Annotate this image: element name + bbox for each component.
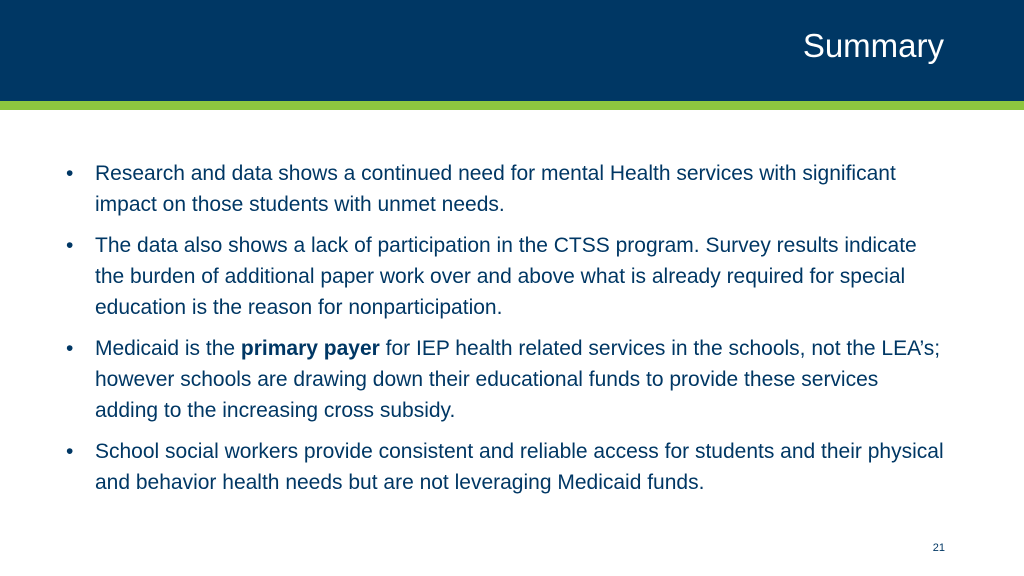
bullet-text-before: Medicaid is the bbox=[95, 337, 241, 360]
bullet-item bbox=[66, 436, 946, 498]
bullet-icon: • bbox=[66, 234, 74, 257]
accent-stripe bbox=[0, 101, 1024, 110]
bullet-icon: • bbox=[66, 162, 74, 185]
bullet-item bbox=[66, 333, 946, 426]
page-number: 21 bbox=[932, 542, 945, 554]
bullet-item bbox=[66, 158, 946, 220]
bullet-list bbox=[66, 158, 946, 508]
bullet-icon: • bbox=[66, 337, 74, 360]
bullet-text: The data also shows a lack of participation in the CTSS program. Survey results indicate the burden of additional paper work over and above what is already required for special education is the reason for nonparticipation. bbox=[95, 234, 917, 319]
bullet-text-after: for IEP health related services in the schools, not the LEA’s; however schools are drawing down their educational funds to provide these services adding to the increasing cross subsidy. bbox=[95, 337, 941, 422]
bullet-text: Research and data shows a continued need for mental Health services with significant impact on those students with unmet needs. bbox=[95, 162, 896, 216]
bullet-item bbox=[66, 230, 946, 323]
bullet-text-emphasis: primary payer bbox=[240, 337, 380, 360]
bullet-text: School social workers provide consistent and reliable access for students and their physical and behavior health needs but are not leveraging Medicaid funds. bbox=[95, 440, 944, 494]
bullet-icon: • bbox=[66, 440, 74, 463]
slide-title: Summary bbox=[802, 27, 944, 64]
